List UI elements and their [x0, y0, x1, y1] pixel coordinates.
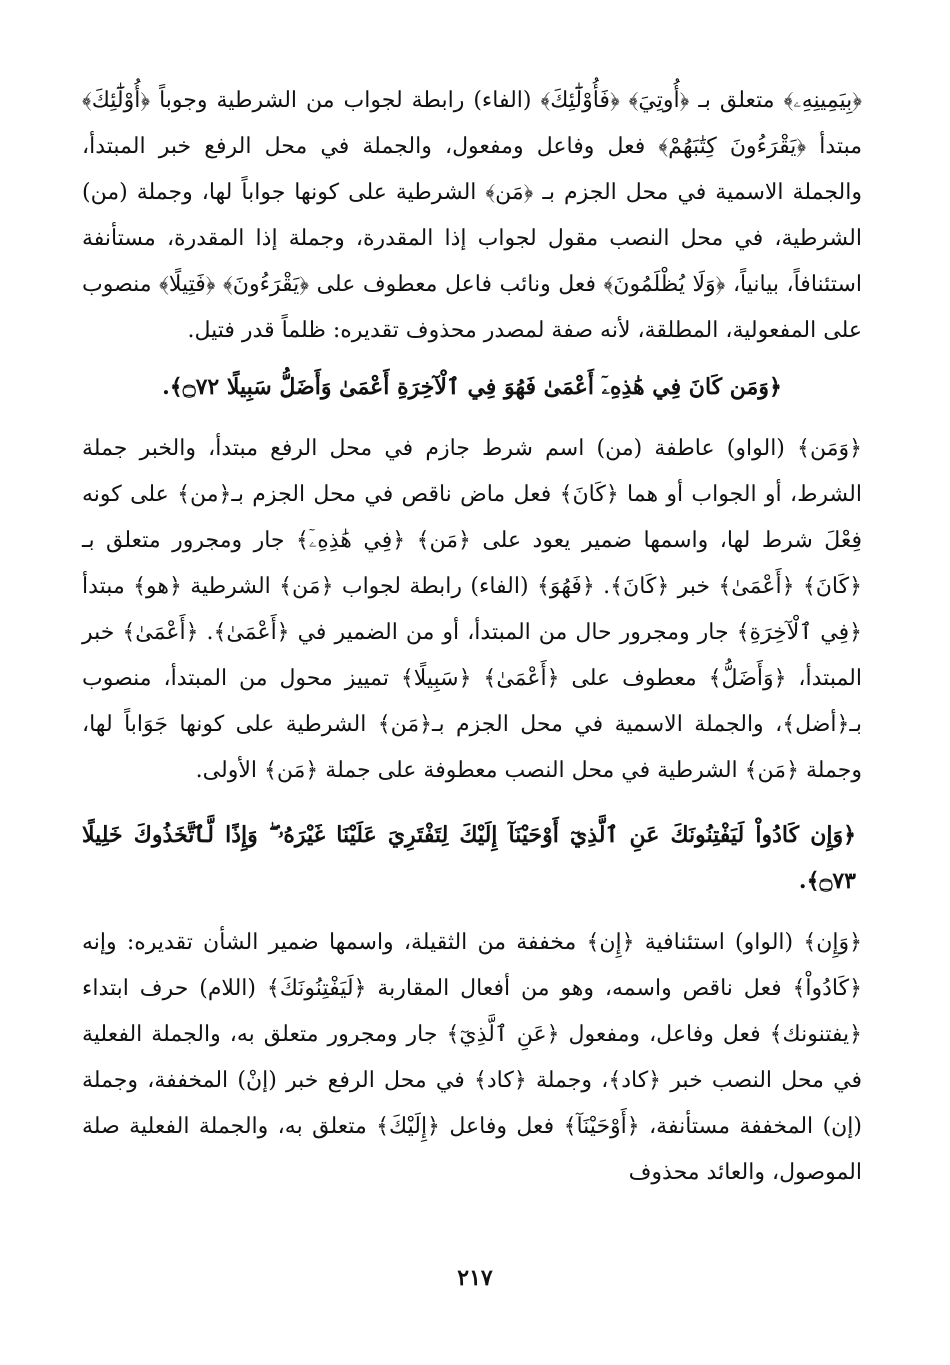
paragraph-1: ﴿بِيَمِينِهِۦ﴾ متعلق بـ ﴿أُوتِيَ﴾ ﴿فَأُوْلَٰٓئِكَ﴾ (الفاء) رابطة لجواب من الشرطية وجوباً ﴿أُوْلَٰٓئِكَ﴾ مبتدأ ﴿يَقْرَءُونَ كِتَٰبَهُمْ﴾ فعل وفاعل ومفعول، والجملة في محل الرفع خبر المبتدأ، والجملة الاسمية في محل الجزم بـ ﴿مَن﴾ الشرطية على كونها جواباً لها، وجملة (من) الشرطية، في محل النصب مقول لجواب إذا المقدرة، وجملة إذا المقدرة، مستأنفة استئنافاً، بيانياً، ﴿وَلَا يُظْلَمُونَ﴾ فعل ونائب فاعل معطوف على ﴿يَقْرَءُونَ﴾ ﴿فَتِيلًا﴾ منصوب على المفعولية، المطلقة، لأنه صفة لمصدر محذوف تقديره: ظلماً قدر فتيل. [82, 88, 862, 343]
spacer [82, 794, 862, 806]
paragraph-3: ﴿وَإِن﴾ (الواو) استئنافية ﴿إِن﴾ مخففة من الثقيلة، واسمها ضمير الشأن تقديره: وإنه ﴿كَادُواْ﴾ فعل ناقص واسمه، وهو من أفعال المقاربة ﴿لَيَفْتِنُونَكَ﴾ (اللام) حرف ابتداء ﴿يفتنونك﴾ فعل وفاعل، ومفعول ﴿عَنِ ٱلَّذِيٓ﴾ جار ومجرور متعلق به، والجملة الفعلية في محل النصب خبر ﴿كاد﴾، وجملة ﴿كاد﴾ في محل الرفع خبر (إنْ) المخففة، وجملة (إن) المخففة مستأنفة، ﴿أَوْحَيْنَآ﴾ فعل وفاعل ﴿إِلَيْكَ﴾ متعلق به، والجملة الفعلية صلة الموصول، والعائد محذوف [82, 930, 862, 1185]
page-body [82, 78, 862, 1196]
paragraph-2: ﴿وَمَن﴾ (الواو) عاطفة (من) اسم شرط جازم في محل الرفع مبتدأ، والخبر جملة الشرط، أو الجواب أو هما ﴿كَانَ﴾ فعل ماض ناقص في محل الجزم بـ﴿من﴾ على كونه فِعْلَ شرط لها، واسمها ضمير يعود على ﴿مَن﴾ ﴿فِي هَٰذِهِۦٓ﴾ جار ومجرور متعلق بـ ﴿كَانَ﴾ ﴿أَعْمَىٰ﴾ خبر ﴿كَانَ﴾. ﴿فَهُوَ﴾ (الفاء) رابطة لجواب ﴿مَن﴾ الشرطية ﴿هو﴾ مبتدأ ﴿فِي ٱلْآخِرَةِ﴾ جار ومجرور حال من المبتدأ، أو من الضمير في ﴿أَعْمَىٰ﴾. ﴿أَعْمَىٰ﴾ خبر المبتدأ، ﴿وَأَضَلُّ﴾ معطوف على ﴿أَعْمَىٰ﴾ ﴿سَبِيلًا﴾ تمييز محول من المبتدأ، منصوب بـ﴿أضل﴾، والجملة الاسمية في محل الجزم بـ﴿مَن﴾ الشرطية على كونها جَوَاباً لها، وجملة ﴿مَن﴾ الشرطية في محل النصب معطوفة على جملة ﴿مَن﴾ الأولى. [82, 436, 863, 783]
page-number: ٢١٧ [457, 1265, 493, 1291]
quran-verse-73: ﴿وَإِن كَادُواْ لَيَفْتِنُونَكَ عَنِ ٱلَّذِيٓ أَوْحَيْنَآ إِلَيْكَ لِتَفْتَرِيَ عَلَيْنَا غَيْرَهُۥ ۖ وَإِذًا لَّٱتَّخَذُوكَ خَلِيلًا ۝٧٣﴾. [82, 822, 856, 894]
quran-verse-72: ﴿وَمَن كَانَ فِي هَٰذِهِۦٓ أَعْمَىٰ فَهُوَ فِي ٱلْآخِرَةِ أَعْمَىٰ وَأَضَلُّ سَبِيلًا ۝٧٢﴾. [162, 374, 782, 400]
